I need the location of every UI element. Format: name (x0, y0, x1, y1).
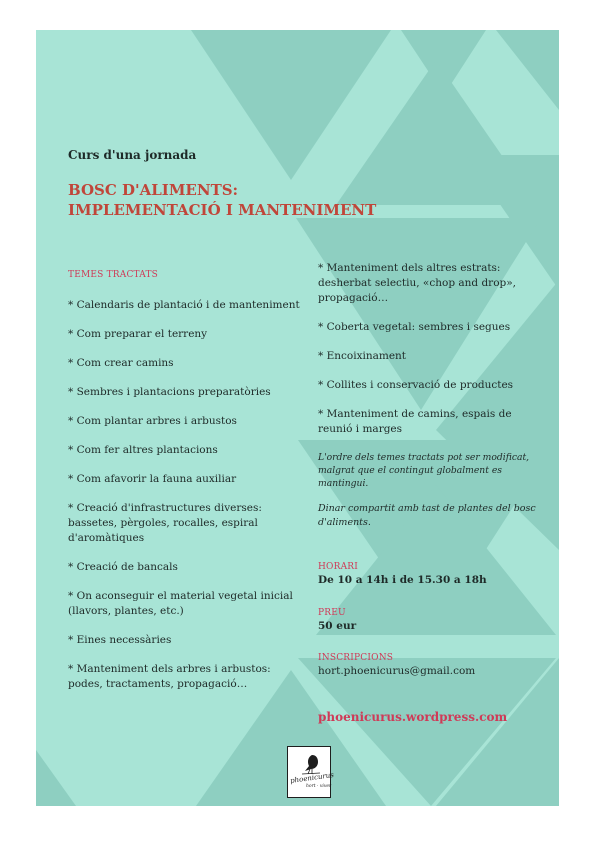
topic-item: * Eines necessàries (68, 634, 172, 646)
phoenicurus-logo (287, 746, 335, 798)
price-block (318, 608, 356, 632)
page-title (68, 180, 376, 220)
logo-wordmark: phoenicurus (289, 770, 335, 786)
topic-item: * Coberta vegetal: sembres i segues (318, 321, 511, 333)
price-label: PREU (318, 608, 346, 618)
topic-item: * Manteniment dels altres estrats: desherbat selectiu, «chop and drop», propagació… (318, 262, 517, 304)
topic-item: * Sembres i plantacions preparatòries (68, 386, 271, 398)
topic-item: * Creació d'infrastructures diverses: bassetes, pèrgoles, rocalles, espiral d'aromàtiques (68, 502, 262, 544)
topic-item: * Encoixinament (318, 350, 407, 362)
topic-item: * Calendaris de plantació i de manteniment (68, 299, 300, 311)
title-line-1: BOSC D'ALIMENTS: (68, 181, 239, 199)
topic-item: * Com plantar arbres i arbustos (68, 415, 237, 427)
order-note: L'ordre dels temes tractats pot ser modificat, malgrat que el contingut globalment es mantingui. (318, 452, 530, 489)
signup-email[interactable]: hort.phoenicurus@gmail.com (318, 665, 476, 677)
bg-triangle (191, 30, 391, 180)
topic-item: * On aconseguir el material vegetal inicial (llavors, plantes, etc.) (68, 590, 293, 617)
topics-list-left (68, 298, 300, 706)
price-value: 50 eur (318, 620, 357, 632)
topic-item: * Com fer altres plantacions (68, 444, 218, 456)
topics-label: TEMES TRACTATS (68, 270, 159, 280)
schedule-value: De 10 a 14h i de 15.30 a 18h (318, 574, 487, 586)
topic-item: * Com afavorir la fauna auxiliar (68, 473, 237, 485)
title-line-2: IMPLEMENTACIÓ I MANTENIMENT (68, 201, 377, 219)
topic-item: * Com crear camins (68, 357, 174, 369)
bg-triangle (496, 30, 559, 110)
topic-item: * Com preparar el terreny (68, 328, 208, 340)
signup-label: INSCRIPCIONS (318, 653, 394, 663)
schedule-block (318, 562, 487, 586)
topics-list-right (318, 261, 543, 530)
website-link[interactable]: phoenicurus.wordpress.com (318, 710, 508, 724)
schedule-label: HORARI (318, 562, 359, 572)
lunch-note: Dinar compartit amb tast de plantes del bosc d'aliments. (318, 503, 536, 528)
topic-item: * Manteniment de camins, espais de reunió i marges (318, 408, 512, 435)
topic-item: * Creació de bancals (68, 561, 178, 573)
bg-triangle (36, 750, 76, 806)
topic-item: * Collites i conservació de productes (318, 379, 514, 391)
poster (36, 30, 559, 806)
course-subtitle: Curs d'una jornada (68, 148, 197, 162)
signup-block (318, 653, 475, 677)
topic-item: * Manteniment dels arbres i arbustos: podes, tractaments, propagació… (68, 663, 271, 690)
logo-tagline: hort · viver (306, 784, 332, 789)
